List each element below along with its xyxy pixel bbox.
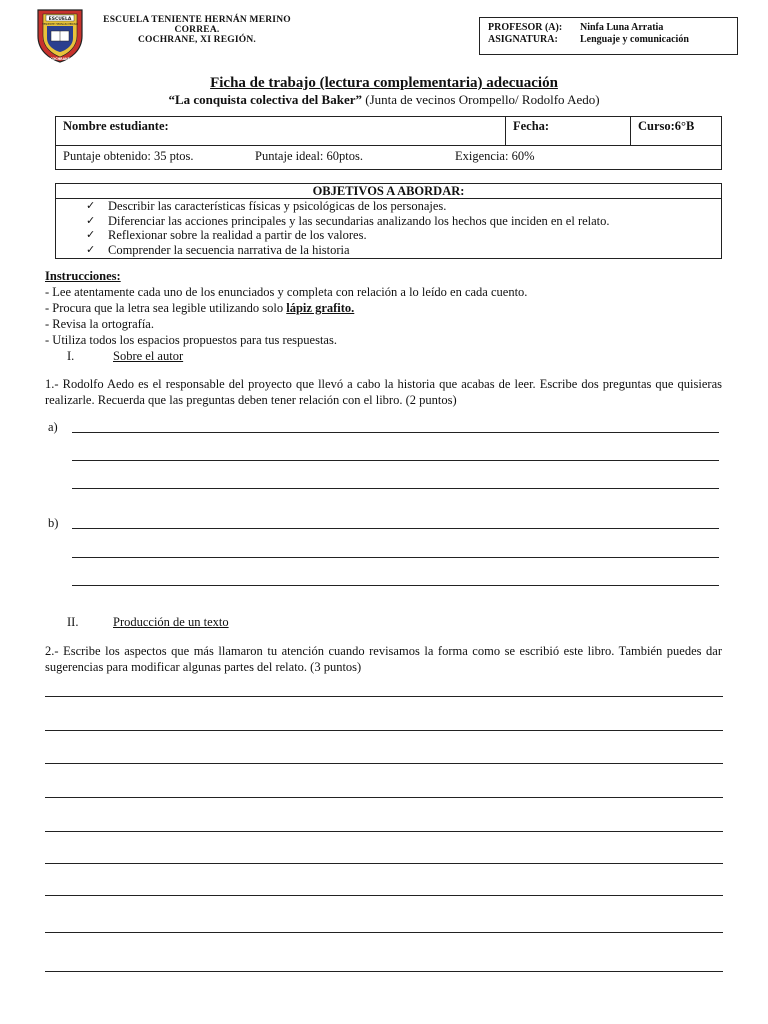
answer-line[interactable]: [45, 831, 723, 832]
instruction-line: - Procura que la letra sea legible utilizando solo lápiz grafito.: [45, 301, 355, 315]
date-label: Fecha:: [513, 119, 550, 133]
answer-a-label: a): [48, 420, 58, 434]
svg-text:ESCUELA: ESCUELA: [48, 17, 72, 22]
section-2-number: II.: [67, 615, 79, 629]
instruction-line: - Utiliza todos los espacios propuestos para tus respuestas.: [45, 333, 337, 347]
answer-line[interactable]: [72, 488, 719, 489]
objectives-list: [56, 199, 721, 257]
answer-line[interactable]: [45, 863, 723, 864]
instructions-heading: Instrucciones:: [45, 269, 121, 283]
worksheet-subtitle: [0, 92, 768, 108]
section-1-heading: [67, 349, 367, 365]
section-2-label: Producción de un texto: [113, 615, 229, 629]
school-line-2: CORREA.: [174, 25, 220, 35]
objective-item: ✓ Diferenciar las acciones principales y las secundarias analizando los hechos que inciden en el relato.: [86, 213, 610, 228]
asignatura-label: ASIGNATURA:: [488, 34, 558, 45]
objective-item: ✓ Describir las características físicas y psicológicas de los personajes.: [86, 199, 447, 213]
section-1-number: I.: [67, 349, 75, 363]
answer-line[interactable]: [72, 585, 719, 586]
svg-text:COCHRANE: COCHRANE: [50, 57, 70, 61]
answer-line[interactable]: [45, 971, 723, 972]
book-source: (Junta de vecinos Orompello/ Rodolfo Aedo): [361, 92, 600, 107]
answer-line[interactable]: [45, 895, 723, 896]
checkmark-icon: ✓: [86, 213, 96, 227]
score-obtained: Puntaje obtenido: 35 ptos.: [63, 149, 194, 163]
question-1: 1.- Rodolfo Aedo es el responsable del proyecto que llevó a cabo la historia que acabas de leer. Escribe dos preguntas que quisieras realizarle. Recuerda que las preguntas deben tener relación con el libro. (2 puntos): [45, 377, 722, 407]
answer-line[interactable]: [45, 763, 723, 764]
checkmark-icon: ✓: [86, 242, 96, 256]
answer-b-label: b): [48, 516, 59, 530]
question-2: 2.- Escribe los aspectos que más llamaron tu atención cuando revisamos la forma como se escribió este libro. También puedes dar sugerencias para modificar algunas partes del relato. (3 puntos): [45, 644, 722, 674]
answer-line[interactable]: [45, 797, 723, 798]
objectives-heading: OBJETIVOS A ABORDAR:: [56, 184, 721, 199]
answer-line[interactable]: [45, 730, 723, 731]
answer-line[interactable]: [72, 460, 719, 461]
date-cell[interactable]: [506, 117, 631, 146]
answer-line[interactable]: [72, 432, 719, 433]
course-cell: [631, 117, 722, 146]
student-name-cell[interactable]: [56, 117, 506, 146]
course-label: Curso:6°B: [638, 119, 695, 133]
objective-item: ✓ Reflexionar sobre la realidad a partir de los valores.: [86, 228, 367, 242]
answer-line[interactable]: [72, 528, 719, 529]
asignatura-value: Lenguaje y comunicación: [580, 34, 689, 45]
student-info-table: [55, 116, 722, 170]
teacher-info-box: [479, 17, 738, 55]
score-ideal: Puntaje ideal: 60ptos.: [255, 149, 363, 163]
answer-line[interactable]: [45, 696, 723, 697]
requirement-percent: Exigencia: 60%: [455, 149, 535, 163]
instruction-line: - Lee atentamente cada uno de los enunciados y completa con relación a lo leído en cada cuento.: [45, 285, 528, 299]
checkmark-icon: ✓: [86, 228, 96, 241]
school-crest-logo: [34, 6, 86, 64]
svg-text:TENIENTE HERNÁN MERINO: TENIENTE HERNÁN MERINO: [42, 23, 78, 26]
objectives-box: [55, 183, 722, 259]
school-name: [92, 15, 302, 45]
section-2-heading: [67, 615, 367, 631]
school-line-3: COCHRANE, XI REGIÓN.: [137, 35, 256, 45]
answer-line[interactable]: [72, 557, 719, 558]
instructions: [45, 268, 725, 348]
instruction-line: - Revisa la ortografía.: [45, 317, 154, 331]
checkmark-icon: ✓: [86, 199, 96, 212]
school-line-1: ESCUELA TENIENTE HERNÁN MERINO: [103, 15, 291, 25]
objective-item: ✓ Comprender la secuencia narrativa de la historia: [86, 242, 350, 257]
section-1-label: Sobre el autor: [113, 349, 184, 363]
profesor-value: Ninfa Luna Arratia: [580, 22, 664, 33]
pencil-emphasis: lápiz grafito.: [286, 301, 355, 315]
book-title: “La conquista colectiva del Baker”: [168, 92, 362, 107]
answer-line[interactable]: [45, 932, 723, 933]
worksheet-title: Ficha de trabajo (lectura complementaria) adecuación: [210, 75, 558, 91]
student-name-label: Nombre estudiante:: [63, 119, 169, 133]
scores-cell: [56, 146, 722, 170]
profesor-label: PROFESOR (A):: [488, 22, 563, 33]
